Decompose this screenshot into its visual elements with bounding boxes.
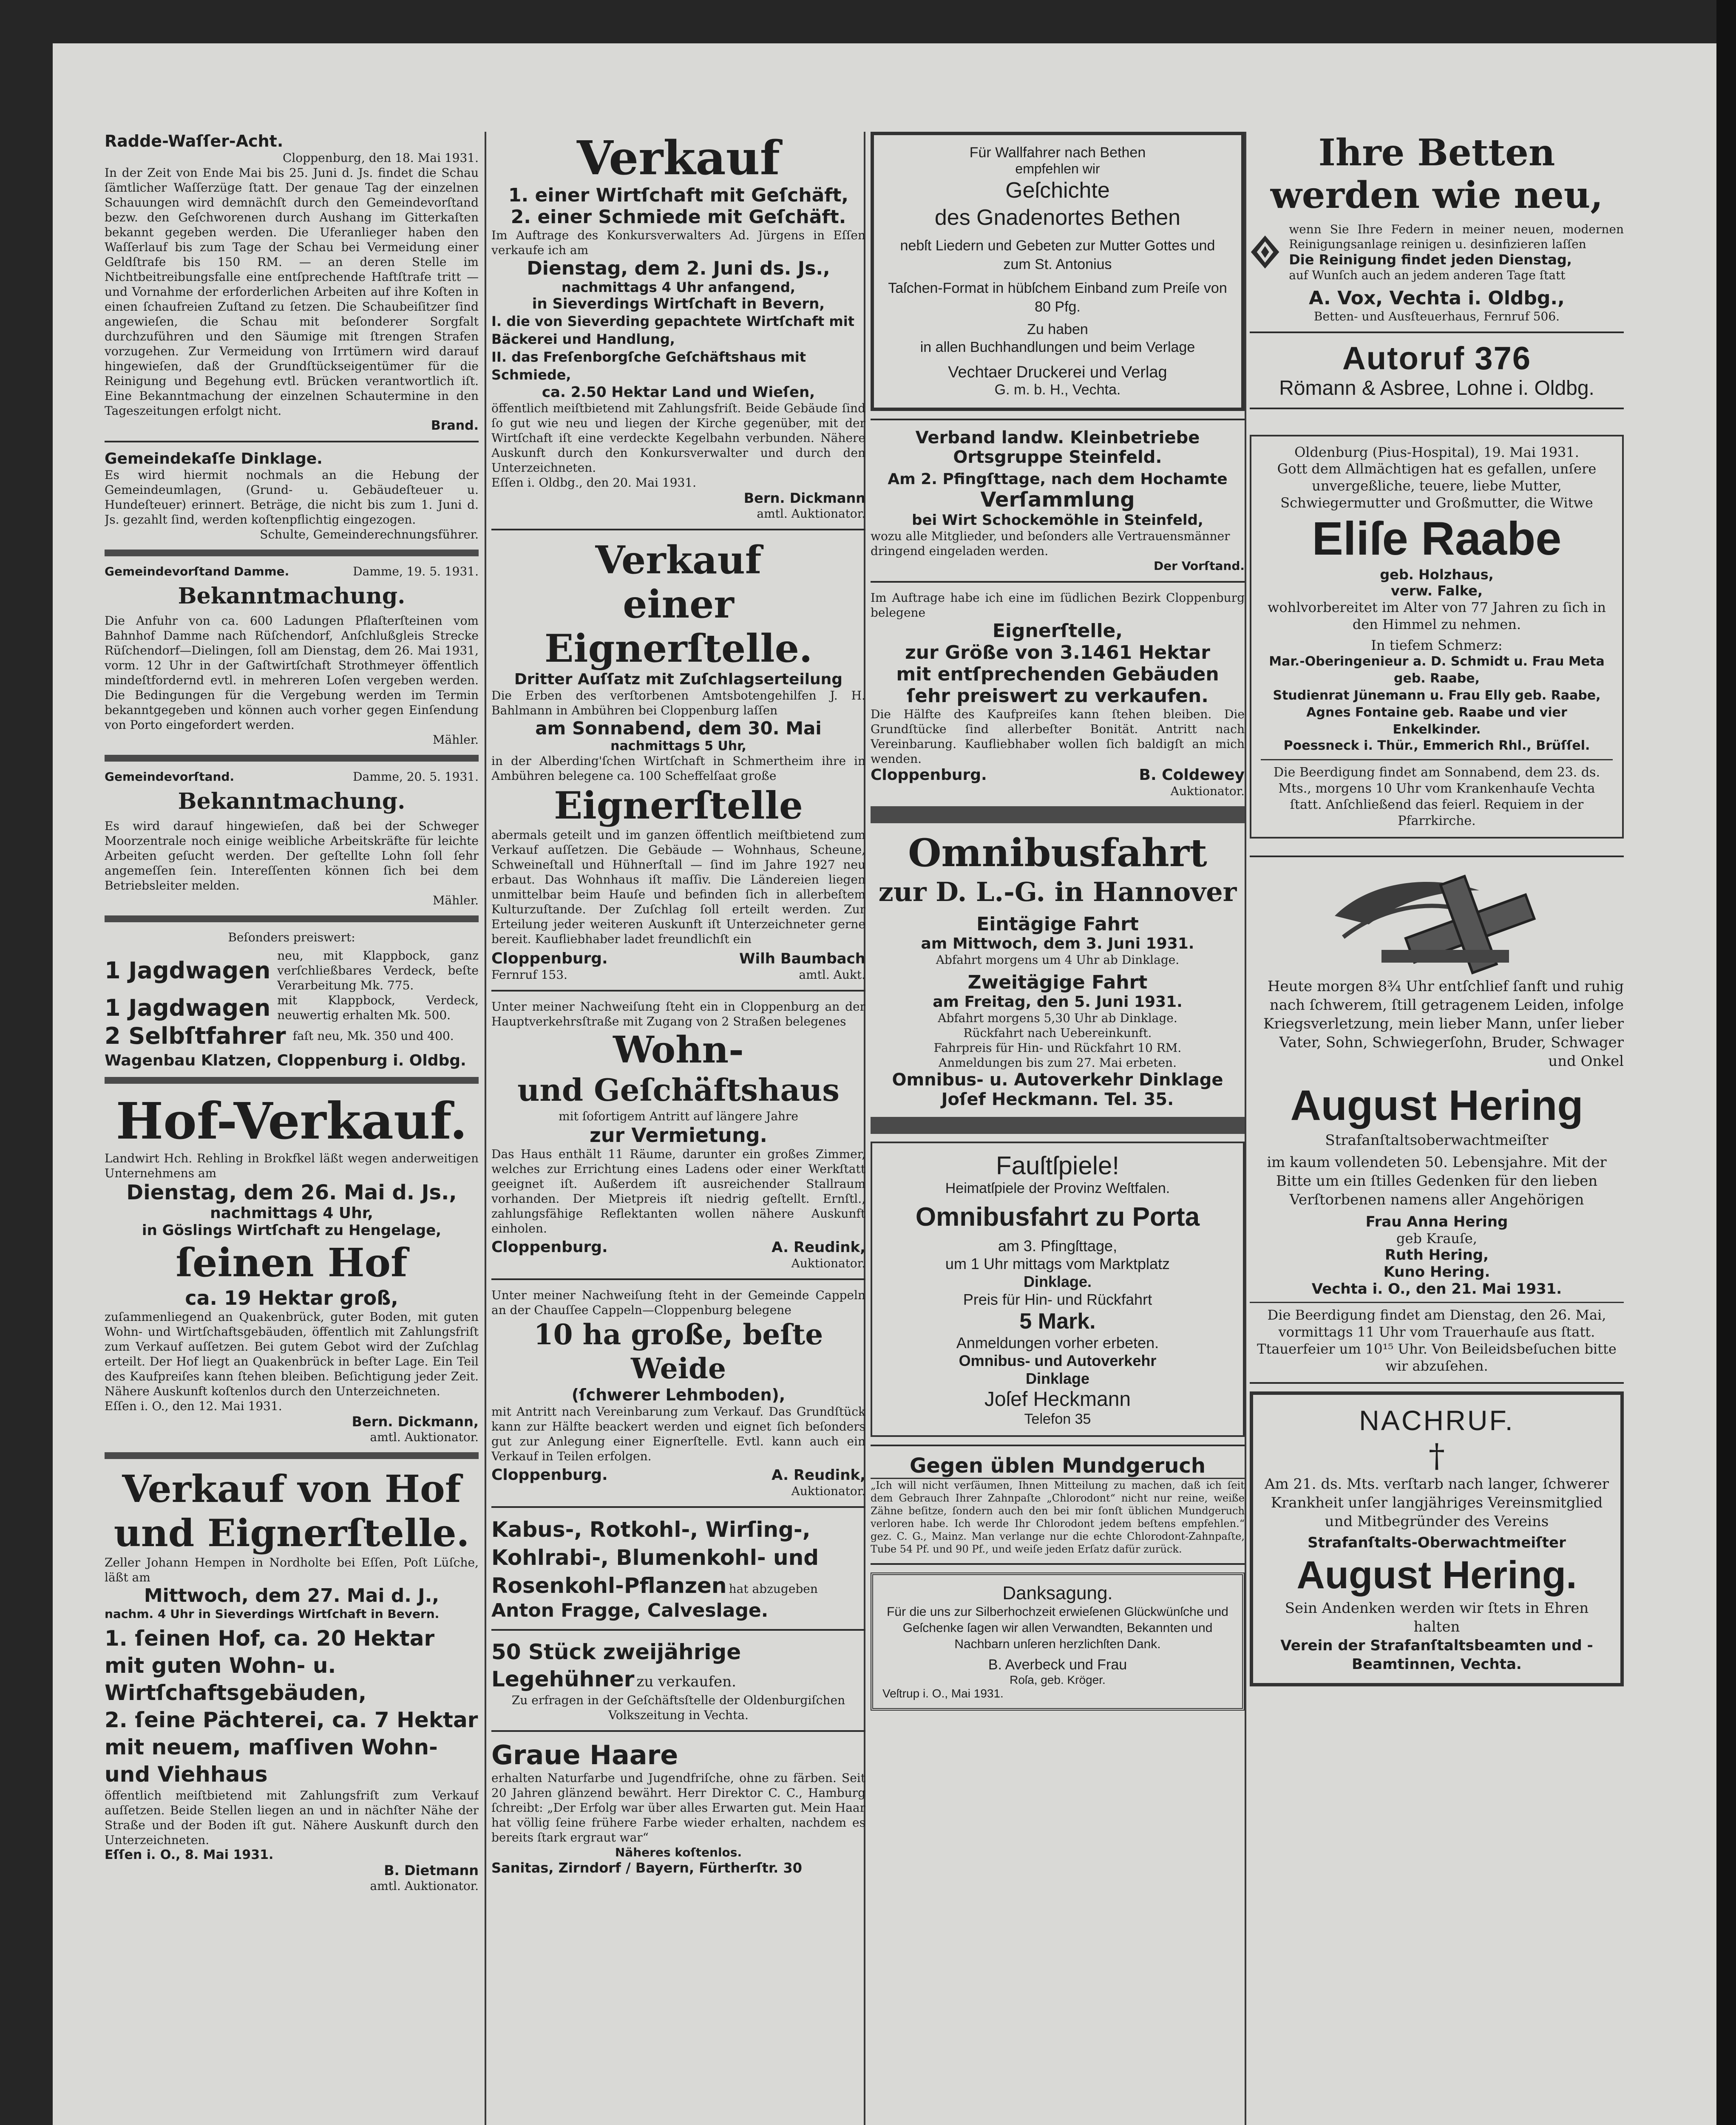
ad-signature: Anton Fragge, Calveslage. [491, 1600, 769, 1621]
ad-signature: Sanitas, Zirndorf / Bayern, Fürtherſtr. 30 [491, 1860, 802, 1876]
cross-palm-icon [1318, 865, 1556, 975]
ad-text: Die Hälfte des Kaufpreiſes kann ſtehen bleiben. Die Grundſtücke ſind allerbeſter Bonität. Antritt nach Vereinbarung. Kaufliebhaber wollen ſich baldigſt an mich wenden. [871, 707, 1245, 766]
ad-text: öffentlich meiſtbietend mit Zahlungsfriſt zum Verkauf auſſetzen. Beide Stellen liegen an und in nächſter Nähe der Straße und der Boden iſt gut. Nähere Auskunft durch den Unterzeichneten. [105, 1788, 479, 1847]
ad-text: „Ich will nicht verſäumen, Ihnen Mitteilung zu machen, daß ich ſeit dem Gebrauch Ihrer Zahnpaſte „Chlorodont“ nicht nur reine, weiße Zähne beſitze, ſondern auch den bei mir ſonſt üblichen Mundgeruch verloren habe. Ich werde Ihr Chlorodont jedem beſtens empfehlen.“ gez. C. G., Mainz. Man verlange nur die echte Chlorodont-Zahnpaſte, Tube 54 Pf. und 90 Pf., und weiſe jeden Erſatz dafür zurück. [871, 1479, 1245, 1555]
ad-place: Cloppenburg. [491, 950, 608, 967]
ad-intro: Beſonders preiswert: [228, 930, 355, 944]
obit-relative: Studienrat Jünemann u. Frau Elly geb. Raabe, [1273, 688, 1601, 703]
ad-signature-role: amtl. Auktionator. [370, 1430, 479, 1444]
ad-signature: B. Averbeck und Frau [988, 1657, 1127, 1673]
ad-bold: Die Reinigung findet jeden Dienstag, [1289, 251, 1572, 268]
ad-verband [871, 428, 1245, 573]
ad-text-2: auf Wunſch auch an jedem anderen Tage ſtatt [1289, 268, 1566, 282]
ad-registration: Anmeldungen bis zum 27. Mai erbeten. [939, 1056, 1177, 1070]
ad-signature: Brand. [431, 418, 479, 433]
obit-relative: Agnes Fontaine geb. Raabe und vier Enkelkinder. [1306, 705, 1567, 737]
obit-name: August Hering. [1296, 1553, 1577, 1597]
divider [1250, 856, 1624, 857]
ad-big: Eignerſtelle [554, 783, 803, 827]
ad-sub: Dritter Auſſatz mit Zuſchlagserteilung [514, 671, 843, 688]
obit-text-2: Sein Andenken werden wir ſtets in Ehren halten [1285, 1600, 1589, 1635]
ad-danksagung [871, 1572, 1245, 1711]
ad-line: Dinklage [1025, 1370, 1090, 1387]
ad-line: Zu haben [1027, 321, 1088, 337]
ad-sub: (ſchwerer Lehmboden), [571, 1386, 786, 1404]
ad-date-line: Eſſen i. O., 8. Mai 1931. [105, 1847, 274, 1862]
divider [871, 1563, 1245, 1565]
ad-weide [491, 1288, 865, 1499]
ad-haare [491, 1740, 865, 1876]
ad-signature-role: amtl. Auktionator. [370, 1879, 479, 1893]
ad-signature: Omnibus- u. Autoverkehr Dinklage [892, 1070, 1223, 1090]
ad-text: Es wird darauf hingewieſen, daß bei der Schweger Moorzentrale noch einige weibliche Arbeitskräfte für leichte Arbeiten geſucht werden. Der geſtellte Lohn ſoll ſehr angemeſſen ſein. Intereſſenten können ſich bei dem Betriebsleiter melden. [105, 819, 479, 892]
ad-title: Fauſtſpiele! [996, 1151, 1120, 1180]
ad-date: Dienstag, dem 26. Mai d. Js., [126, 1181, 457, 1204]
ad-line: Dinklage. [1023, 1273, 1092, 1290]
ad-line: am 3. Pfingſttage, [998, 1237, 1118, 1255]
ad-sub: zur D. L.-G. in Hannover [878, 876, 1237, 907]
ad-title: Omnibusfahrt [908, 831, 1207, 876]
ad-wallfahrer [871, 132, 1245, 411]
divider [871, 581, 1245, 583]
ad-item: II. das Freſenborgſche Geſchäftshaus mit Schmiede, [491, 349, 806, 383]
obit-birth-name: geb. Holzhaus, [1380, 567, 1494, 583]
ad-verkauf-wirtschaft [491, 132, 865, 521]
ad-signature: B. Coldewey [1139, 766, 1245, 784]
ad-signature-2: Roſa, geb. Kröger. [1010, 1673, 1106, 1686]
obit-text: Am 21. ds. Mts. verſtarb nach langer, ſchwerer Krankheit unſer langjähriges Vereinsmitglied und Mitbegründer des Vereins [1264, 1476, 1609, 1530]
ad-signature-2: G. m. b. H., Vechta. [994, 382, 1121, 398]
ad-land: ca. 2.50 Hektar Land und Wieſen, [542, 384, 815, 401]
obituary-hering [1250, 865, 1624, 1374]
ad-line: mit entſprechenden Gebäuden [896, 663, 1219, 685]
column-4 [1250, 132, 1624, 2125]
ad-small: hat abzugeben [729, 1582, 818, 1596]
wagen-desc: faſt neu, Mk. 350 und 400. [292, 1029, 454, 1043]
ad-huehner [491, 1638, 865, 1723]
ad-title-2: Ortsgruppe Steinfeld. [953, 448, 1162, 467]
divider [491, 529, 865, 530]
ad-big: Verſammlung [980, 488, 1135, 512]
ad-line: in allen Buchhandlungen und beim Verlage [920, 339, 1195, 355]
obit-role: Strafanſtalts-Oberwachtmeiſter [1308, 1534, 1566, 1551]
divider [105, 1077, 479, 1084]
ad-sub: Römann & Asbree, Lohne i. Oldbg. [1279, 377, 1594, 400]
obit-intro: Heute morgen 8¾ Uhr entſchlief ſanft und ruhig nach ſchwerem, ſtill getragenem Leiden, infolge Kriegsverletzung, mein lieber Mann, unſer lieber Vater, Sohn, Schwiegerſohn, Bruder, Schwager und Onkel [1263, 978, 1624, 1070]
ad-trip-time: Abfahrt morgens 5,30 Uhr ab Dinklage. [938, 1011, 1177, 1025]
ad-place: Cloppenburg. [871, 766, 987, 784]
ad-date: Damme, 20. 5. 1931. [353, 770, 479, 784]
ad-date: Cloppenburg, den 18. Mai 1931. [283, 151, 479, 165]
ad-title: Danksagung. [1002, 1583, 1113, 1604]
divider [871, 1445, 1245, 1446]
obit-funeral: Die Beerdigung findet am Dienstag, den 26. Mai, vormittags 11 Uhr vom Trauerhauſe aus ſtatt. Ttauerfeier um 10¹⁵ Uhr. Von Beileidsbeſuchen bitte wir abzuſehen. [1250, 1302, 1624, 1374]
ad-line: Preis für Hin- und Rückfahrt [963, 1291, 1152, 1308]
ad-trip-date: am Freitag, den 5. Juni 1931. [933, 993, 1183, 1011]
ad-title: Geſchichte [1005, 178, 1110, 203]
ad-line: Anmeldungen vorher erbeten. [956, 1334, 1159, 1352]
ad-text: Für die uns zur Silberhochzeit erwieſenen Glückwünſche und Geſchenke ſagen wir allen Verwandten, Bekannten und Nachbarn unſeren herzlichſten Dank. [887, 1605, 1228, 1651]
ad-item: 1. ſeinen Hof, ca. 20 Hektar mit guten Wohn- u. Wirtſchaftsgebäuden, [105, 1626, 435, 1705]
ad-kohl [491, 1516, 865, 1621]
ad-phone: Fernruf 153. [491, 968, 567, 982]
ad-date-line: Veſtrup i. O., Mai 1931. [882, 1687, 1004, 1700]
ad-text: in der Alberding'ſchen Wirtſchaft in Schmertheim ihre in Ambühren belegene ca. 100 Scheffelſaat große [491, 754, 865, 783]
ad-signature: A. Reudink, [772, 1239, 865, 1256]
obit-relative: Frau Anna Hering [1365, 1213, 1508, 1230]
ad-signature-2: Joſef Heckmann. Tel. 35. [941, 1090, 1174, 1109]
divider [1250, 1382, 1624, 1384]
ad-line: um 1 Uhr mittags vom Marktplatz [945, 1255, 1170, 1272]
ad-item: 2. ſeine Pächterei, ca. 7 Hektar mit neuem, maſſiven Wohn- und Viehhaus [105, 1708, 478, 1787]
obit-relative: Kuno Hering. [1383, 1264, 1490, 1281]
ad-time: nachm. 4 Uhr in Sieverdings Wirtſchaft in Bevern. [105, 1607, 440, 1621]
ad-eignerstelle-2 [871, 590, 1245, 799]
ad-big: ſeinen Hof [176, 1240, 408, 1286]
obit-relative: Ruth Hering, [1384, 1247, 1489, 1264]
ad-text: Kabus-, Rotkohl-, Wirſing-, Kohlrabi-, Blumenkohl- und Rosenkohl-Pflanzen [491, 1517, 819, 1598]
ad-sender: Gemeindevorſtand. [105, 770, 235, 784]
ad-title: 50 Stück zweijährige Legehühner [491, 1640, 741, 1692]
ad-title: Bekanntmachung. [178, 583, 406, 609]
ad-text: Es wird hiermit nochmals an die Hebung der Gemeindeumlagen, (Grund- u. Gebäudeſteuer u. Hundeſteuer) erinnert. Beträge, die nicht bis zum 1. Juni d. Js. gezahlt ſind, werden koſtenpflichtig eingezogen. [105, 468, 479, 527]
divider [491, 1506, 865, 1508]
ad-date: Dienstag, dem 2. Juni ds. Js., [527, 258, 830, 279]
ad-intro: Unter meiner Nachweiſung ſteht ein in Cloppenburg an der Hauptverkehrsſtraße mit Zugang von 2 Straßen belegenes [491, 1000, 865, 1028]
divider [105, 550, 479, 556]
ad-text: Das Haus enthält 11 Räume, darunter ein großes Zimmer, welches zur Errichtung eines Ladens oder einer Werkſtatt geeignet iſt. Außerdem iſt ausreichender Stallraum vorhanden. Der Mietpreis iſt niedrig geſtellt. Ernſtl., zahlungsfähige Reflektanten wollen nähere Auskunft einholen. [491, 1147, 865, 1235]
ad-place: in Göslings Wirtſchaft zu Hengelage, [142, 1222, 442, 1239]
ad-signature: Der Vorſtand. [1153, 559, 1245, 573]
divider [105, 1452, 479, 1459]
ad-line: ſehr preiswert zu verkaufen. [907, 685, 1208, 707]
wagen-name: 2 Selbſtfahrer [105, 1023, 286, 1049]
cross-icon: † [1429, 1436, 1445, 1474]
ad-item: I. die von Sieverding gepachtete Wirtſchaft mit Bäckerei und Handlung, [491, 313, 855, 347]
ad-radde [105, 132, 479, 433]
ad-big: Omnibusfahrt zu Porta [915, 1202, 1200, 1232]
ad-title: Hof-Verkauf. [116, 1091, 468, 1150]
ad-date-line: Eſſen i. Oldbg., den 20. Mai 1931. [491, 476, 697, 490]
obit-relative-birth: geb Krauſe, [1396, 1230, 1477, 1247]
obit-widowed: verw. Falke, [1391, 583, 1483, 599]
obit-relative: Mar.-Oberingenieur a. D. Schmidt u. Frau Meta geb. Raabe, [1269, 654, 1605, 686]
ad-intro: Zeller Johann Hempen in Nordholte bei Eſſen, Poſt Lüſche, läßt am [105, 1556, 479, 1584]
ad-title: Eignerſtelle, [992, 620, 1123, 642]
obituary-raabe [1250, 435, 1624, 839]
ad-title: Verkauf [595, 538, 762, 583]
wagen-name: 1 Jagdwagen [105, 957, 271, 984]
ad-place: Cloppenburg. [491, 1466, 608, 1484]
divider [871, 1117, 1245, 1134]
ad-signature: Wilh Baumbach [739, 950, 865, 967]
ad-title: Wohn- [613, 1028, 744, 1071]
divider [105, 755, 479, 762]
divider [491, 990, 865, 992]
ad-signature: Joſef Heckmann [984, 1388, 1131, 1411]
ad-intro: Unter meiner Nachweiſung ſteht in der Gemeinde Cappeln an der Chauſſee Cappeln—Cloppenburg belegene [491, 1288, 865, 1317]
obit-date-line: Vechta i. O., den 21. Mai 1931. [1311, 1281, 1562, 1298]
ad-item: 2. einer Schmiede mit Geſchäft. [511, 206, 846, 228]
ad-time: nachmittags 4 Uhr anfangend, [562, 279, 795, 295]
ad-size: ca. 19 Hektar groß, [185, 1286, 398, 1309]
ad-title: Ihre Betten [1318, 132, 1555, 174]
ad-trip-return: Rückfahrt nach Uebereinkunft. [963, 1026, 1152, 1040]
ad-line: Heimatſpiele der Provinz Weſtfalen. [945, 1180, 1170, 1196]
ad-more: Näheres koſtenlos. [615, 1845, 742, 1859]
ad-line: Für Wallfahrer nach Bethen [969, 144, 1146, 161]
ad-title: Verkauf [577, 132, 780, 185]
divider [871, 419, 1245, 420]
ad-trip-date: am Mittwoch, dem 3. Juni 1931. [921, 935, 1194, 952]
ad-place: in Sieverdings Wirtſchaft in Bevern, [532, 295, 825, 312]
ad-title: Graue Haare [491, 1740, 678, 1771]
obit-name: Eliſe Raabe [1312, 513, 1562, 565]
diamond-logo-icon [1250, 220, 1280, 284]
ad-time: nachmittags 4 Uhr, [210, 1204, 373, 1222]
ad-signature: Bern. Dickmann [743, 490, 865, 506]
ad-title: Gemeindekaſſe Dinklage. [105, 450, 323, 468]
ad-signature: A. Reudink, [772, 1467, 865, 1484]
ad-phone: Telefon 35 [1024, 1411, 1091, 1427]
ad-line: Omnibus- und Autoverkehr [959, 1352, 1157, 1369]
ad-signature: Mähler. [432, 893, 479, 907]
ad-eignerstelle [491, 538, 865, 982]
ad-signature-role: Auktionator. [1170, 784, 1245, 798]
ad-damme-1 [105, 564, 479, 747]
ad-line: empfehlen wir [1015, 161, 1100, 176]
ad-text: erhalten Naturfarbe und Jugendfriſche, ohne zu färben. Seit 20 Jahren glänzend bewährt. Herr Direktor C. C., Hamburg ſchreibt: „Der Erfolg war über alles Erwarten gut. Mein Haar hat völlig ſeine frühere Farbe wieder erhalten, nachdem es bereits ſtark ergraut war“ [491, 1771, 865, 1844]
ad-hof-verkauf [105, 1091, 479, 1445]
ad-date: Damme, 19. 5. 1931. [353, 564, 479, 578]
ad-mundgeruch [871, 1454, 1245, 1556]
divider [105, 915, 479, 922]
ad-item: 1. einer Wirtſchaft mit Geſchäft, [508, 184, 849, 206]
column-divider [1245, 132, 1246, 2125]
column-3 [871, 132, 1245, 2125]
ad-omnibus-hannover [871, 831, 1245, 1109]
column-2 [491, 132, 865, 2125]
ad-text: Zu erfragen in der Geſchäftsſtelle der Oldenburgiſchen Volkszeitung in Vechta. [511, 1693, 845, 1722]
ad-text: öffentlich meiſtbietend mit Zahlungsfriſt. Beide Gebäude ſind ſo gut wie neu und liegen der Kirche gegenüber, mit der Wirtſchaft iſt eine verdeckte Kegelbahn verbunden. Nähere Auskunft durch den Konkursverwalter und durch den Unterzeichneten. [491, 401, 865, 475]
ad-signature: A. Vox, Vechta i. Oldbg., [1309, 287, 1565, 309]
wagen-item [105, 1023, 479, 1049]
obit-text: wohlvorbereitet im Alter von 77 Jahren zu ſich in den Himmel zu nehmen. [1267, 599, 1606, 632]
ad-intro: Landwirt Hch. Rehling in Brokfkel läßt wegen anderweitigen Unternehmens am [105, 1151, 479, 1180]
ad-text: wenn Sie Ihre Federn in meiner neuen, modernen Reinigungsanlage reinigen u. desinfizieren laſſen [1289, 222, 1624, 251]
ad-betten [1250, 132, 1624, 324]
divider [871, 806, 1245, 823]
wagen-desc: neu, mit Klappbock, ganz verſchließbares Verdeck, beſte Verarbeitung Mk. 775. [277, 949, 479, 992]
obit-place: Oldenburg (Pius-Hospital), 19. Mai 1931. [1294, 444, 1579, 460]
ad-sender: Gemeindevorſtand Damme. [105, 564, 289, 578]
ad-date: Mittwoch, dem 27. Mai d. J., [144, 1585, 440, 1606]
divider [491, 1730, 865, 1732]
ad-damme-2 [105, 769, 479, 908]
ad-big: zur Vermietung. [590, 1124, 767, 1147]
ad-place: Cloppenburg. [491, 1238, 608, 1256]
divider [105, 441, 479, 442]
ad-title: Gegen üblen Mundgeruch [871, 1454, 1245, 1479]
ad-date-line: Eſſen i. O., den 12. Mai 1931. [105, 1399, 282, 1413]
ad-title: 10 ha große, beſte Weide [533, 1318, 823, 1385]
ad-gemeindekasse [105, 450, 479, 542]
obituary-nachruf [1250, 1391, 1624, 1686]
obit-intro: Gott dem Allmächtigen hat es gefallen, unſere unvergeßliche, teuere, liebe Mutter, Schwiegermutter und Großmutter, die Witwe [1277, 461, 1597, 511]
ad-text: abermals geteilt und im ganzen öffentlich meiſtbietend zum Verkauf auſſetzen. Die Gebäude — Wohnhaus, Scheune, Schweineſtall und Hühnerſtall — ſind im Jahre 1927 neu erbaut. Das Wohnhaus iſt maſſiv. Die Ländereien liegen unmittelbar beim Hauſe und befinden ſich in allerbeſtem Kulturzuſtande. Der Zuſchlag ſoll erteilt werden. Zur Erteilung jeder weiteren Auskunft iſt Unterzeichneter gerne bereit. Kaufliebhaber ladet freundlichſt ein [491, 828, 865, 946]
obit-mourning: In tiefem Schmerz: [1371, 637, 1503, 653]
ad-verkauf-hof [105, 1467, 479, 1893]
ad-faustspiele [871, 1142, 1245, 1437]
ad-title: Autoruf 376 [1342, 341, 1532, 377]
wagen-name: 1 Jagdwagen [105, 994, 271, 1021]
ad-title-2: und Geſchäftshaus [517, 1072, 840, 1108]
ad-intro: Die Erben des verſtorbenen Amtsbotengehilfen J. H. Bahlmann in Ambühren bei Cloppenburg laſſen [491, 688, 865, 717]
ad-signature: Vechtaer Druckerei und Verlag [948, 363, 1167, 381]
ad-title: Radde-Waſſer-Acht. [105, 132, 284, 150]
ad-line: Am 2. Pfingſttage, nach dem Hochamte [888, 470, 1228, 488]
ad-title-2: einer Eignerſtelle. [544, 582, 813, 671]
ad-title-2: des Gnadenortes Bethen [934, 205, 1181, 230]
divider [491, 1629, 865, 1631]
ad-signature-role: Auktionator. [791, 1256, 865, 1270]
ad-time: nachmittags 5 Uhr, [610, 739, 746, 754]
obit-places: Poessneck i. Thür., Emmerich Rhl., Brüſſel. [1283, 738, 1590, 753]
ad-text: wozu alle Mitglieder, und beſonders alle Vertrauensmänner dringend eingeladen werden. [871, 529, 1230, 558]
ad-date: am Sonnabend, dem 30. Mai [535, 718, 822, 739]
ad-autoruf [1250, 341, 1624, 400]
ad-trip: Eintägige Fahrt [976, 913, 1139, 935]
ad-text: zuſammenliegend an Quakenbrück, guter Boden, mit guten Wohn- und Wirtſchaftsgebäuden, öffentlich mit Zahlungsfriſt zum Verkauf auſſetzen. Bei gutem Gebot wird der Zuſchlag erteilt. Der Hof liegt an Quakenbrück in beſter Lage. Ein Teil des Kaufpreiſes kann ſtehen bleiben. Beſichtigung jeder Zeit. Nähere Auskunft koſtenlos durch den Unterzeichneten. [105, 1310, 479, 1398]
ad-signature-role: Auktionator. [791, 1484, 865, 1498]
ad-title: Bekanntmachung. [178, 788, 406, 814]
ad-price: Fahrpreis für Hin- und Rückfahrt 10 RM. [933, 1041, 1182, 1055]
obit-title: Strafanſtaltsoberwachtmeiſter [1325, 1132, 1549, 1149]
ad-intro: Im Auftrage habe ich eine im ſüdlichen Bezirk Cloppenburg belegene [871, 591, 1245, 620]
ad-price: 5 Mark. [1019, 1309, 1096, 1334]
ad-text: In der Zeit von Ende Mai bis 25. Juni d. Js. findet die Schau ſämtlicher Waſſerzüge ſtatt. Der genaue Tag der einzelnen Schauungen wird demnächſt durch den Gemeindevorſtand bezw. den Geſchworenen durch Aushang im Gitterkaſten bekannt gegeben werden. Die Uferanlieger haben den Waſſerlauf bis zum Tage der Schau bei Vermeidung einer Geldſtrafe bis 150 RM. — an deren Stelle im Nichtbeitreibungsfalle eine entſprechende Haftſtrafe tritt — und Vornahme der erforderlichen Arbeiten auf ihre Koſten in einen ſchaufreien Zuſtand zu ſetzen. Die Schaubeiſitzer ſind angewieſen, die Schau mit beſonderer Sorgfalt durchzuführen und den Säumige mit ſtrengen Strafen vorzugehen. Zur Vermeidung von Irrtümern wird darauf hingewieſen, daß der Grundſtückseigentümer für die Reinigung und Begehung evtl. Brücken verantwortlich iſt. Eine Bekanntmachung der einzelnen Schautermine in den Tageszeitungen erfolgt nicht. [105, 166, 479, 418]
obit-title: NACHRUF. [1359, 1405, 1515, 1436]
ad-wagenbau [105, 930, 479, 1069]
wagen-desc: mit Klappbock, Verdeck, neuwertig erhalten Mk. 500. [277, 993, 479, 1022]
ad-signature: B. Dietmann [384, 1862, 479, 1878]
ad-intro: Im Auftrage des Konkursverwalters Ad. Jürgens in Eſſen verkaufe ich am [491, 228, 865, 257]
ad-text: Die Anfuhr von ca. 600 Ladungen Pflaſterſteinen vom Bahnhof Damme nach Rüſchendorf, Anſchlußgleis Strecke Rüſchendorf—Dielingen, ſoll am Dienstag, dem 26. Mai 1931, vorm. 12 Uhr in der Gaſtwirtſchaft Strothmeyer öffentlich mindeſtfordernd evtl. in mehreren Loſen vergeben werden. Die Bedingungen für die Vergebung werden im Termin bekanntgegeben und können auch vorher gegen Einſendung von Porto eingefordert werden. [105, 614, 479, 732]
wagen-item [105, 993, 479, 1023]
ad-signature-role: amtl. Aukt. [799, 968, 865, 982]
ad-trip-time: Abfahrt morgens um 4 Uhr ab Dinklage. [936, 953, 1180, 967]
ad-title: Verkauf von Hof [122, 1467, 461, 1511]
ad-trip: Zweitägige Fahrt [967, 972, 1148, 993]
ad-signature: Bern. Dickmann, [352, 1414, 479, 1430]
ad-signature-2: Betten- und Ausſteuerhaus, Fernruf 506. [1313, 309, 1560, 323]
wagen-item [105, 948, 479, 993]
ad-title-2: werden wie neu, [1270, 174, 1603, 217]
obit-signature: Verein der Strafanſtaltsbeamten und -Beamtinnen, Vechta. [1280, 1637, 1593, 1673]
divider [1250, 332, 1624, 333]
ad-small: zu verkaufen. [636, 1673, 736, 1690]
ad-sub: mit ſofortigem Antritt auf längere Jahre [559, 1109, 798, 1123]
column-divider [485, 132, 486, 2125]
obit-text: im kaum vollendeten 50. Lebensjahre. Mit der Bitte um ein ſtilles Gedenken für den lieben Verſtorbenen namens aller Angehörigen [1267, 1154, 1607, 1208]
ad-signature: Schulte, Gemeinderechnungsführer. [260, 527, 479, 541]
ad-line: bei Wirt Schockemöhle in Steinfeld, [912, 512, 1203, 529]
divider [491, 1278, 865, 1280]
obit-name: August Hering [1290, 1082, 1583, 1129]
scan-edge [1716, 0, 1736, 2125]
ad-line: Taſchen-Format in hübſchem Einband zum Preiſe von 80 Pfg. [888, 280, 1227, 315]
ad-signature: Wagenbau Klatzen, Cloppenburg i. Oldbg. [105, 1052, 466, 1069]
divider [1250, 408, 1624, 409]
obit-funeral: Die Beerdigung findet am Sonnabend, dem 23. ds. Mts., morgens 10 Uhr vom Krankenhauſe Vechta ſtatt. Anſchließend das feierl. Requiem in der Pfarrkirche. [1261, 759, 1613, 829]
ad-line: zur Größe von 3.1461 Hektar [905, 642, 1210, 663]
ad-signature-role: amtl. Auktionator. [757, 507, 865, 521]
column-1 [105, 132, 479, 2125]
ad-title: Verband landw. Kleinbetriebe [915, 428, 1200, 448]
ad-wohnhaus [491, 999, 865, 1271]
ad-line: nebſt Liedern und Gebeten zur Mutter Gottes und zum St. Antonius [900, 238, 1215, 272]
ad-signature: Mähler. [432, 733, 479, 747]
ad-text: mit Antritt nach Vereinbarung zum Verkauf. Das Grundſtück kann zur Hälfte beackert werden und eignet ſich beſonders gut zur Anlegung einer Eignerſtelle. Evtl. kann auch ein Verkauf in Teilen erfolgen. [491, 1405, 865, 1463]
ad-title-2: und Eignerſtelle. [113, 1511, 470, 1555]
